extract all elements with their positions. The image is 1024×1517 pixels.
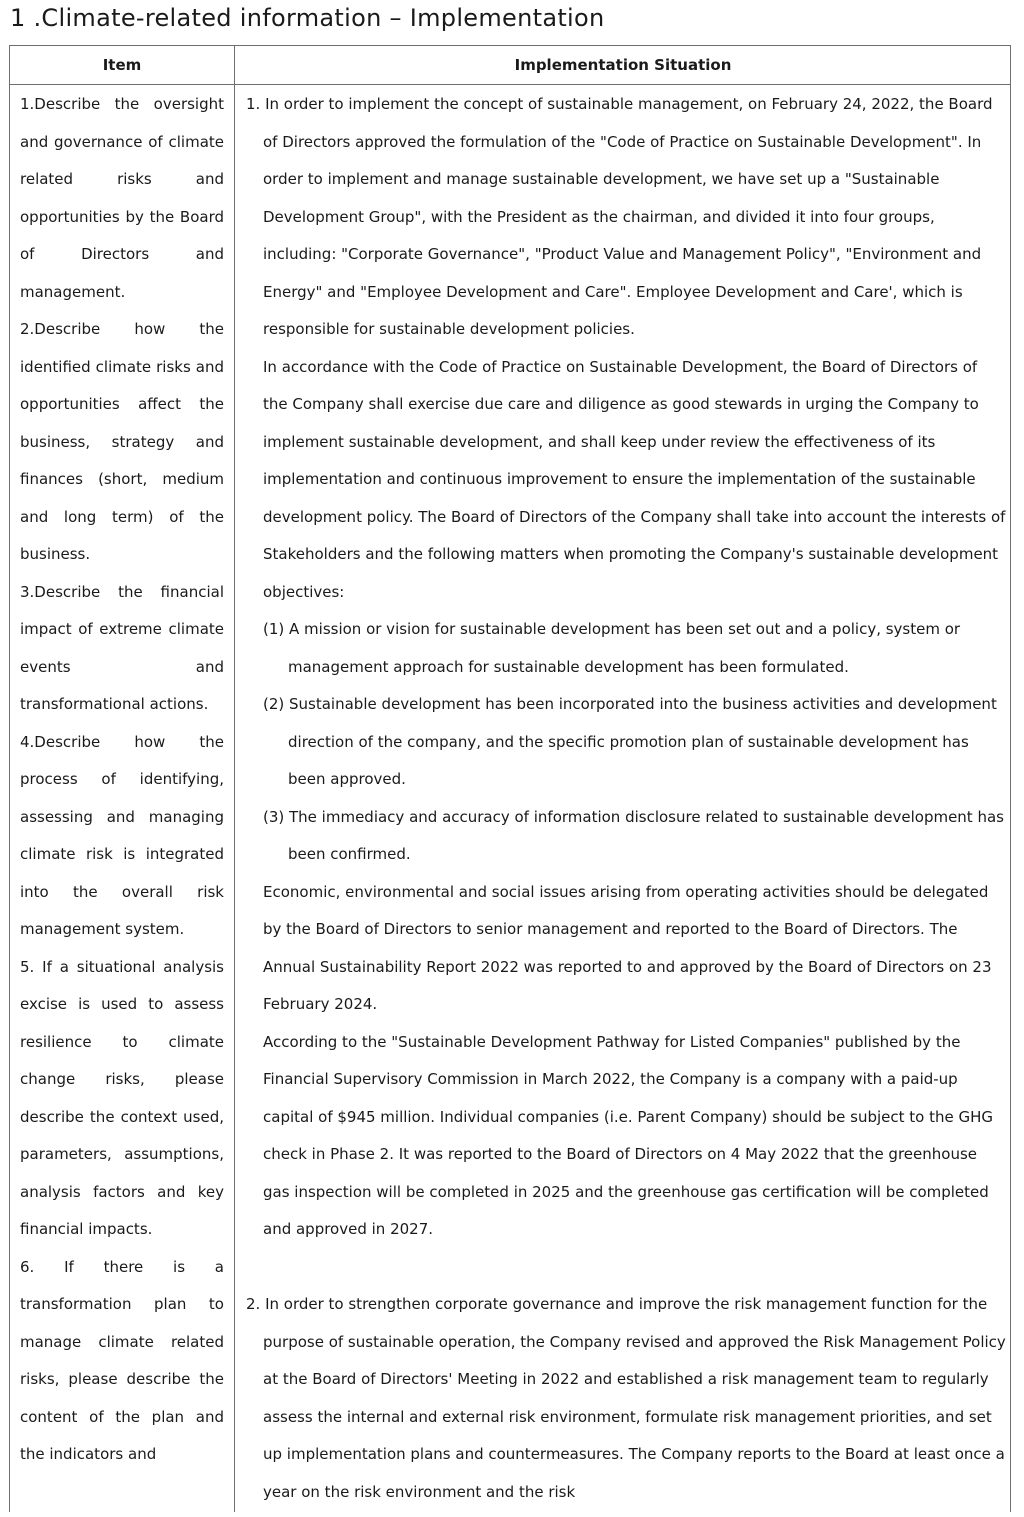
page-title: 1 .Climate-related information – Implementation	[10, 4, 605, 32]
header-implementation-situation: Implementation Situation	[514, 56, 732, 74]
header-item: Item	[102, 56, 142, 74]
implementation-column	[246, 86, 1006, 1511]
implementation-paragraph-5: 2. In order to strengthen corporate governance and improve the risk management function for the purpose of sustainable operation, the Company revised and approved the Risk Management Policy at the Board of Directors' Meeting in 2022 and established a risk management team to regularly assess the internal and external risk environment, formulate risk management priorities, and set up implementation plans and countermeasures. The Company reports to the Board at least once a year on the risk environment and the risk	[246, 1295, 1006, 1501]
column-divider	[234, 46, 235, 1512]
implementation-paragraph-3: Economic, environmental and social issues arising from operating activities should be delegated by the Board of Directors to senior management and reported to the Board of Directors. The Annual Sustainability Report 2022 was reported to and approved by the Board of Directors on 23 February 2024.	[263, 882, 992, 1013]
implementation-subitem-2: (2) Sustainable development has been incorporated into the business activities and development direction of the company, and the specific promotion plan of sustainable development has been approved.	[263, 695, 997, 788]
item-3: 3.Describe the financial impact of extreme climate events and transformational actions.	[20, 582, 224, 713]
item-2: 2.Describe how the identified climate risks and opportunities affect the business, strategy and finances (short, medium and long term) of the business.	[20, 320, 224, 563]
implementation-paragraph-4: According to the "Sustainable Development Pathway for Listed Companies" published by the Financial Supervisory Commission in March 2022, the Company is a company with a paid-up capital of $945 million. Individual companies (i.e. Parent Company) should be subject to the GHG check in Phase 2. It was reported to the Board of Directors on 4 May 2022 that the greenhouse gas inspection will be completed in 2025 and the greenhouse gas certification will be completed and approved in 2027.	[263, 1032, 994, 1238]
item-4: 4.Describe how the process of identifying, assessing and managing climate risk is integrated into the overall risk management system.	[20, 732, 224, 938]
item-5: 5. If a situational analysis excise is used to assess resilience to climate change risks, please describe the context used, parameters, assumptions, analysis factors and key financial impacts.	[20, 957, 224, 1238]
implementation-subitem-3: (3) The immediacy and accuracy of information disclosure related to sustainable development has been confirmed.	[263, 807, 1004, 863]
paragraph-spacer	[246, 1249, 1006, 1287]
implementation-subitem-1: (1) A mission or vision for sustainable development has been set out and a policy, system or management approach for sustainable development has been formulated.	[263, 620, 961, 676]
item-1: 1.Describe the oversight and governance of climate related risks and opportunities by the Board of Directors and management.	[20, 95, 224, 301]
climate-info-table	[9, 45, 1011, 1512]
item-column	[20, 86, 224, 1474]
implementation-paragraph-1: 1. In order to implement the concept of sustainable management, on February 24, 2022, the Board of Directors approved the formulation of the "Code of Practice on Sustainable Development". In order to implement and manage sustainable development, we have set up a "Sustainable Development Group", with the President as the chairman, and divided it into four groups, including: "Corporate Governance", "Product Value and Management Policy", "Environment and Energy" and "Employee Development and Care". Employee Development and Care', which is responsible for sustainable development policies.	[246, 95, 993, 338]
header-divider	[10, 84, 1010, 85]
item-6: 6. If there is a transformation plan to manage climate related risks, please describe the content of the plan and the indicators and	[20, 1257, 224, 1463]
implementation-paragraph-2: In accordance with the Code of Practice on Sustainable Development, the Board of Directors of the Company shall exercise due care and diligence as good stewards in urging the Company to implement sustainable development, and shall keep under review the effectiveness of its implementation and continuous improvement to ensure the implementation of the sustainable development policy. The Board of Directors of the Company shall take into account the interests of Stakeholders and the following matters when promoting the Company's sustainable development objectives:	[263, 357, 1006, 601]
